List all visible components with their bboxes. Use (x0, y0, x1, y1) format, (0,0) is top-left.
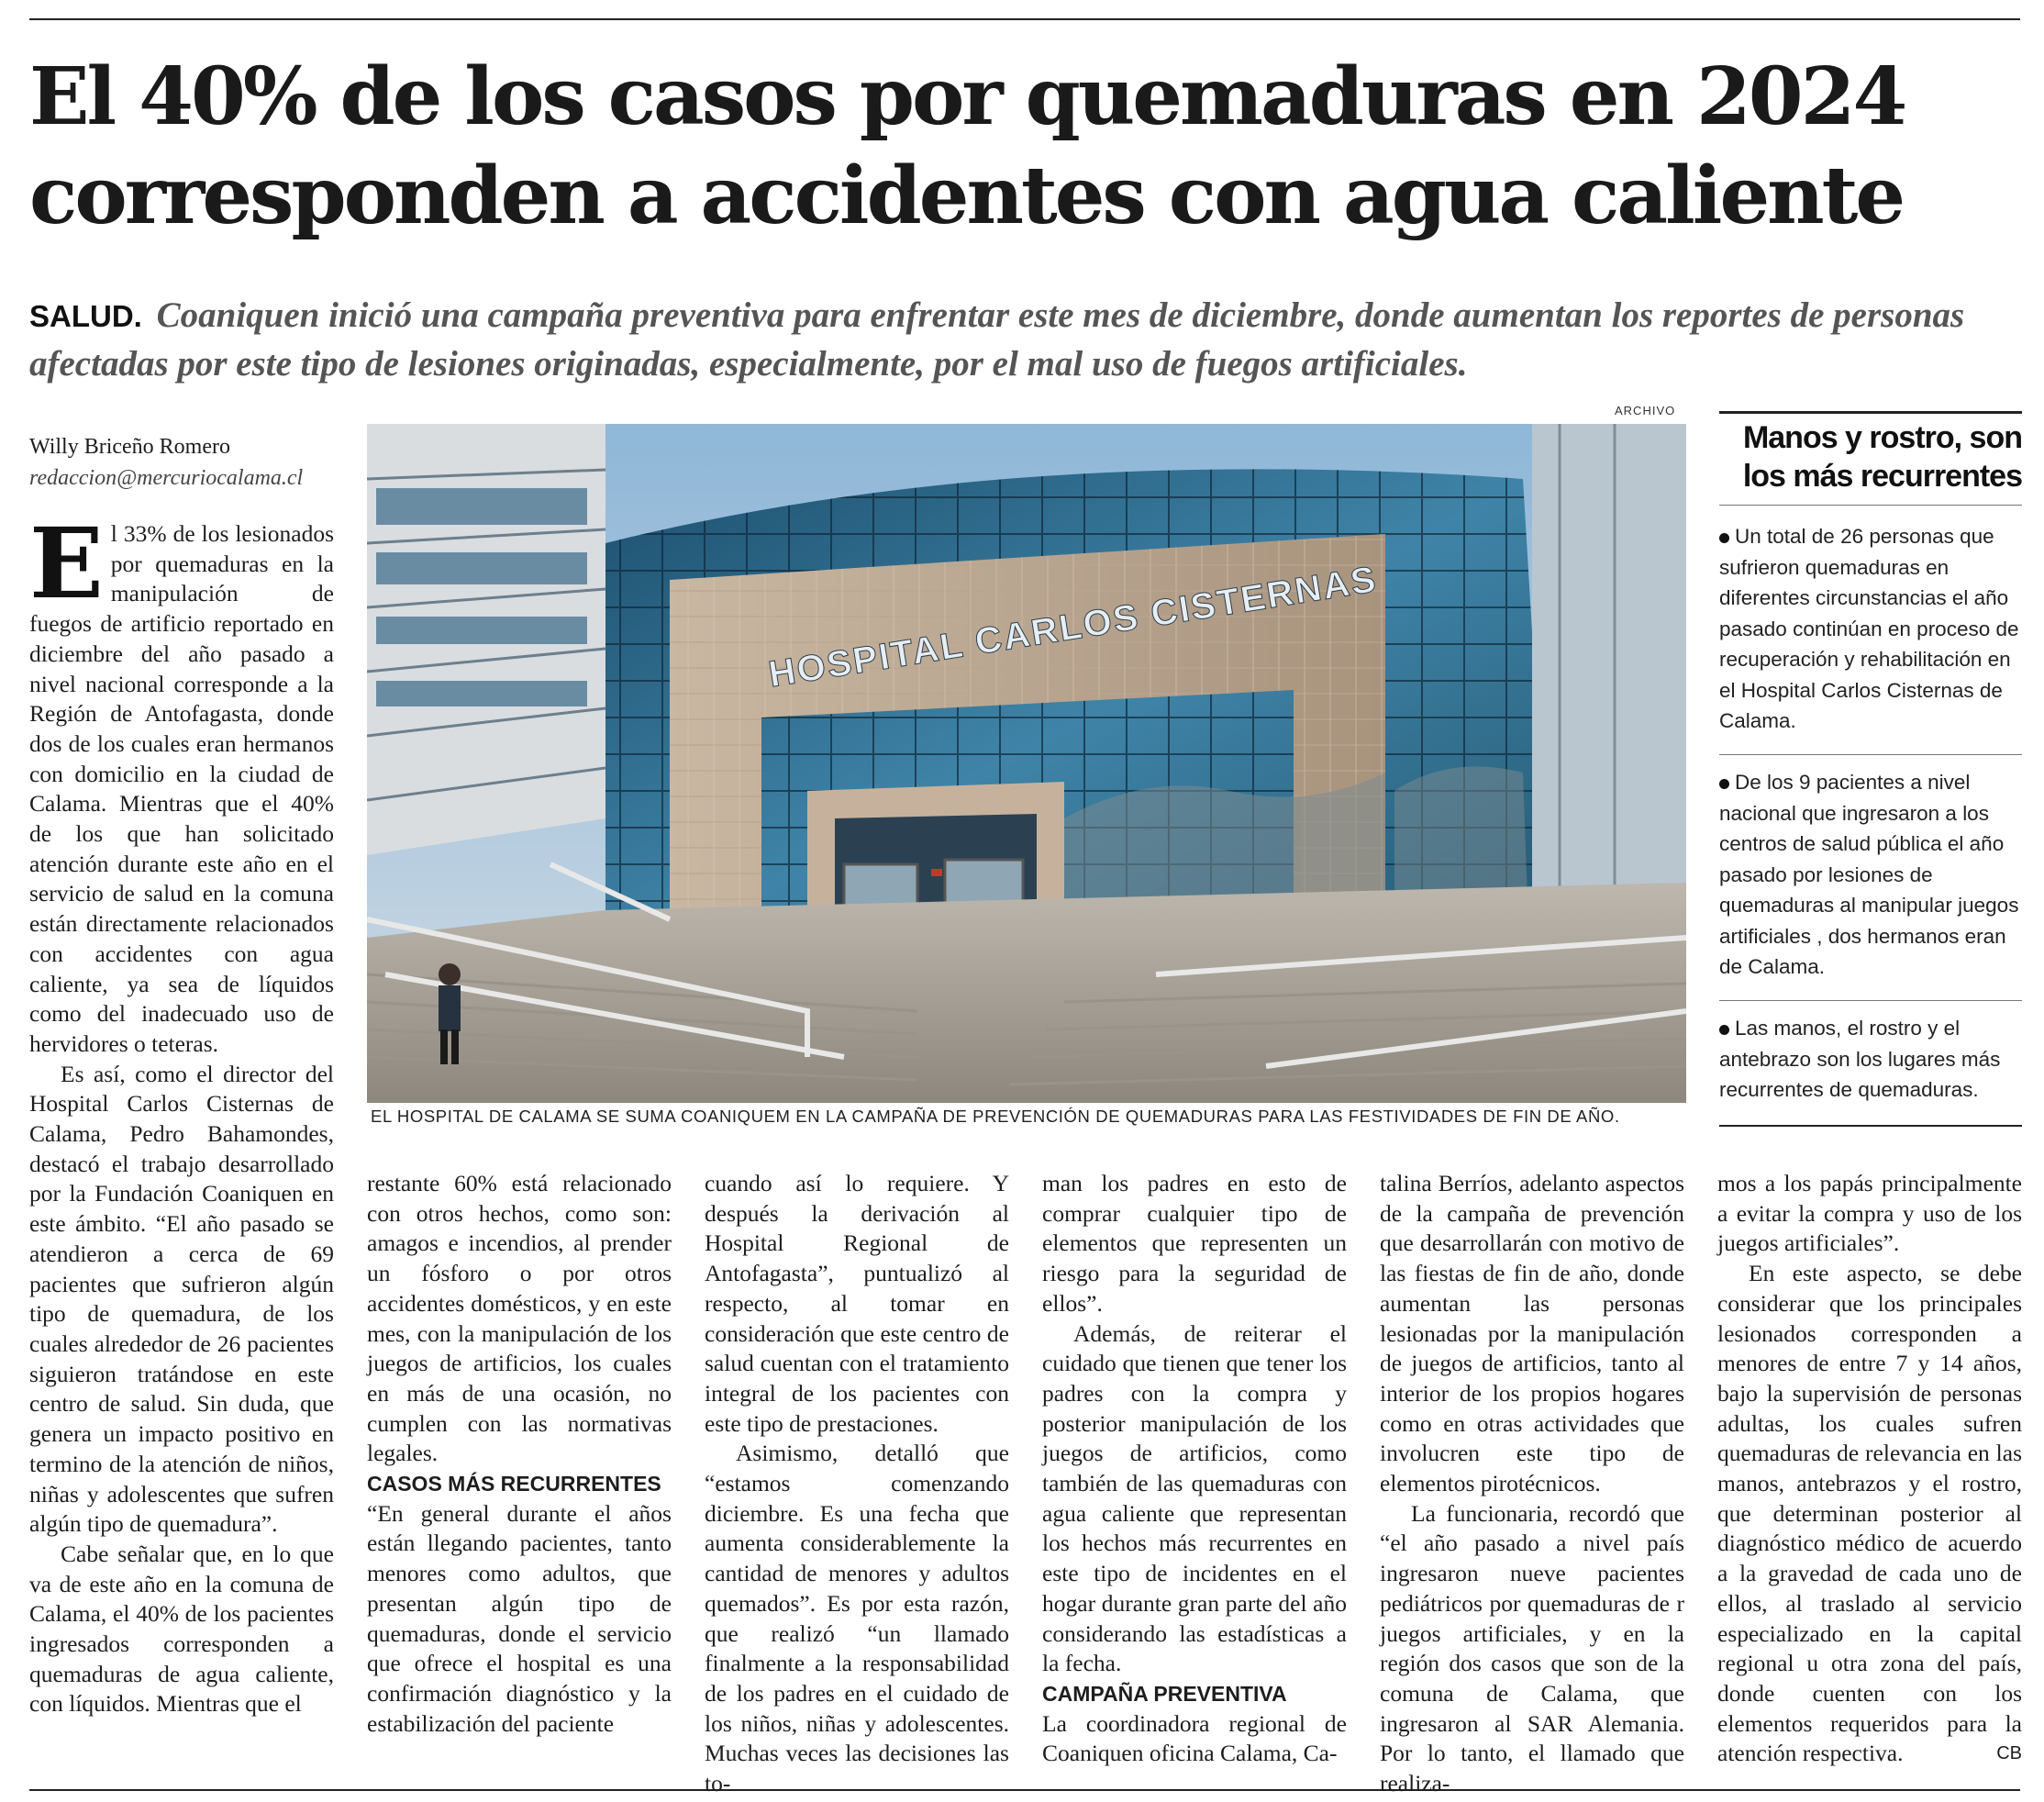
subhead: CASOS MÁS RECURRENTES (367, 1472, 661, 1496)
sidebar-item: Las manos, el rostro y el antebrazo son los lugares más recurrentes de quemaduras. (1719, 1017, 2001, 1101)
sidebar-top-rule (1719, 411, 2022, 414)
body-paragraph: Asimismo, detalló que “estamos comenzando diciembre. Es una fecha que aumenta considerablemente la cantidad de menores y adultos quemados”. Es por esta razón, que realizó “un llamado finalmente a la responsabilidad de los padres en el cuidado de los niños, niñas y adolescentes. Muchas veces las decisiones las to- (705, 1440, 1009, 1797)
hospital-photo (367, 424, 1686, 1103)
subhead: CAMPAÑA PREVENTIVA (1042, 1681, 1287, 1706)
body-paragraph: “En general durante el años están llegando pacientes, tanto menores como adultos, que presentan algún tipo de quemaduras, donde el servicio que ofrece el hospital es una confirmación diagnóstico y la estabilización del paciente (367, 1499, 672, 1737)
body-column-1 (29, 506, 334, 1719)
body-column-5 (1380, 1169, 1684, 1799)
sidebar-bottom-rule (1719, 1125, 2022, 1127)
photo-caption: EL HOSPITAL DE CALAMA SE SUMA COANIQUEM EN LA CAMPAÑA DE PREVENCIÓN DE QUEMADURAS PARA LAS FESTIVIDADES DE FIN DE AÑO. (371, 1107, 1620, 1126)
sidebar-item: Un total de 26 personas que sufrieron quemaduras en diferentes circunstancias el año pasado continúan en proceso de recuperación y rehabilitación en el Hospital Carlos Cisternas de Calama. (1719, 525, 2019, 732)
body-paragraph: talina Berríos, adelanto aspectos de la campaña de prevención que desarrollarán con motivo de las fiestas de fin de año, donde aumentan las personas lesionadas por la manipulación de juegos de artificios, tanto al interior de los propios hogares como en otras actividades que involucren este tipo de elementos pirotécnicos. (1380, 1170, 1684, 1497)
body-paragraph: restante 60% está relacionado con otros hechos, como son: amagos e incendios, al prender un fósforo o por otros accidentes domésticos, y en este mes, con la manipulación de los juegos de artificios, los cuales en más de una ocasión, no cumplen con las normativas legales. (367, 1170, 672, 1467)
bullet-icon (1719, 533, 1729, 543)
bullet-icon (1719, 779, 1729, 789)
body-column-2 (367, 1169, 672, 1739)
sidebar-divider (1719, 754, 2022, 755)
hospital-building-image (367, 424, 1686, 1103)
deck-text: Coaniquen inició una campaña preventiva para enfrentar este mes de diciembre, donde aumentan los reportes de personas afectadas por este tipo de lesiones originadas, especialmente, por el mal uso de fuegos artificiales. (29, 295, 1965, 384)
body-paragraph: man los padres en esto de comprar cualquier tipo de elementos que representen un riesgo para la seguridad de ellos”. (1042, 1170, 1347, 1317)
body-paragraph: La funcionaria, recordó que “el año pasado a nivel país ingresaron nueve pacientes pediátricos por quemaduras de r juegos artificiales, y en la región dos casos que son de la comuna de Calama, que ingresaron al SAR Alemania. Por lo tanto, el llamado que realiza- (1380, 1499, 1684, 1797)
end-mark: CB (1996, 1743, 2022, 1764)
body-paragraph: En este aspecto, se debe considerar que los principales lesionados corresponden a menores de entre 7 y 14 años, bajo la supervisión de personas adultas, los cuales sufren quemaduras de relevancia en las manos, antebrazos y el rostro, que determinan posterior al diagnóstico médico de acuerdo a la gravedad de cada uno de ellos, al traslado al servicio especializado en la capital regional u otra zona del país, donde cuenten con los elementos requeridos para la atención respectiva. CB (1717, 1259, 2022, 1769)
byline (29, 431, 303, 494)
sidebar-divider (1719, 1000, 2022, 1001)
body-column-4 (1042, 1169, 1347, 1769)
body-paragraph: Además, de reiterar el cuidado que tienen que tener los padres con la compra y posterior manipulación de los juegos de artificios, como también de las quemaduras con agua caliente que representan los hechos más recurrentes en este tipo de incidentes en el hogar durante gran parte del año considerando las estadísticas a la fecha. (1042, 1319, 1347, 1677)
deck (29, 292, 2002, 388)
photo-credit: ARCHIVO (1615, 404, 1676, 417)
body-column-3 (705, 1169, 1009, 1799)
sidebar-title-rule (1719, 505, 2022, 506)
top-rule (29, 18, 2020, 20)
body-paragraph: Es así, como el director del Hospital Carlos Cisternas de Calama, Pedro Bahamondes, destacó el trabajo desarrollado por la Fundación Coaniquen en este ámbito. “El año pasado se atendieron a cerca de 69 pacientes que sufrieron algún tipo de quemadura, de los cuales alrededor de 26 pacientes siguieron tratándose en este centro de salud. Sin duda, que genera un impacto positivo en termino de la atención de niños, niñas y adolescentes que sufren algún tipo de quemadura”. (29, 1060, 334, 1538)
sidebar-title: Manos y rostro, son los más recurrentes (1742, 420, 2022, 494)
drop-cap: E (29, 506, 104, 620)
body-paragraph: mos a los papás principalmente a evitar la compra y uso de los juegos artificiales”. (1717, 1170, 2022, 1257)
sidebar-item: De los 9 pacientes a nivel nacional que ingresaron a los centros de salud pública el año pasado por lesiones de quemaduras al manipular juegos artificiales , dos hermanos eran de Calama. (1719, 771, 2019, 978)
bullet-icon (1719, 1025, 1729, 1035)
author-name: Willy Briceño Romero (29, 435, 230, 459)
body-paragraph: La coordinadora regional de Coaniquen oficina Calama, Ca- (1042, 1709, 1347, 1767)
body-paragraph: cuando así lo requiere. Y después la derivación al Hospital Regional de Antofagasta”, puntualizó al respecto, al tomar en consideración que este centro de salud cuentan con el tratamiento integral de los pacientes con este tipo de prestaciones. (705, 1170, 1009, 1437)
bottom-rule (29, 1789, 2020, 1791)
headline: El 40% de los casos por quemaduras en 2024 corresponden a accidentes con agua caliente (29, 50, 1905, 242)
body-column-6 (1717, 1169, 2022, 1769)
body-paragraph: Cabe señalar que, en lo que va de este año en la comuna de Calama, el 40% de los pacientes ingresados corresponden a quemaduras de agua caliente, con líquidos. Mientras que el (29, 1540, 334, 1718)
section-kicker: SALUD. (29, 299, 142, 333)
body-paragraph: El 33% de los lesionados por quemaduras en la manipulación de fuegos de artificio reportado en diciembre del año pasado a nivel nacional corresponde a la Región de Antofagasta, donde dos de los cuales eran hermanos con domicilio en la ciudad de Calama. Mientras que el 40% de los que han solicitado atención durante este año en el servicio de salud en la comuna están directamente relacionados con accidentes con agua caliente, ya sea de líquidos como del inadecuado uso de hervidores o teteras. (29, 506, 334, 1057)
author-email: redaccion@mercuriocalama.cl (29, 466, 304, 490)
hospital-sign-text: HOSPITAL CARLOS CISTERNAS (765, 559, 1381, 695)
